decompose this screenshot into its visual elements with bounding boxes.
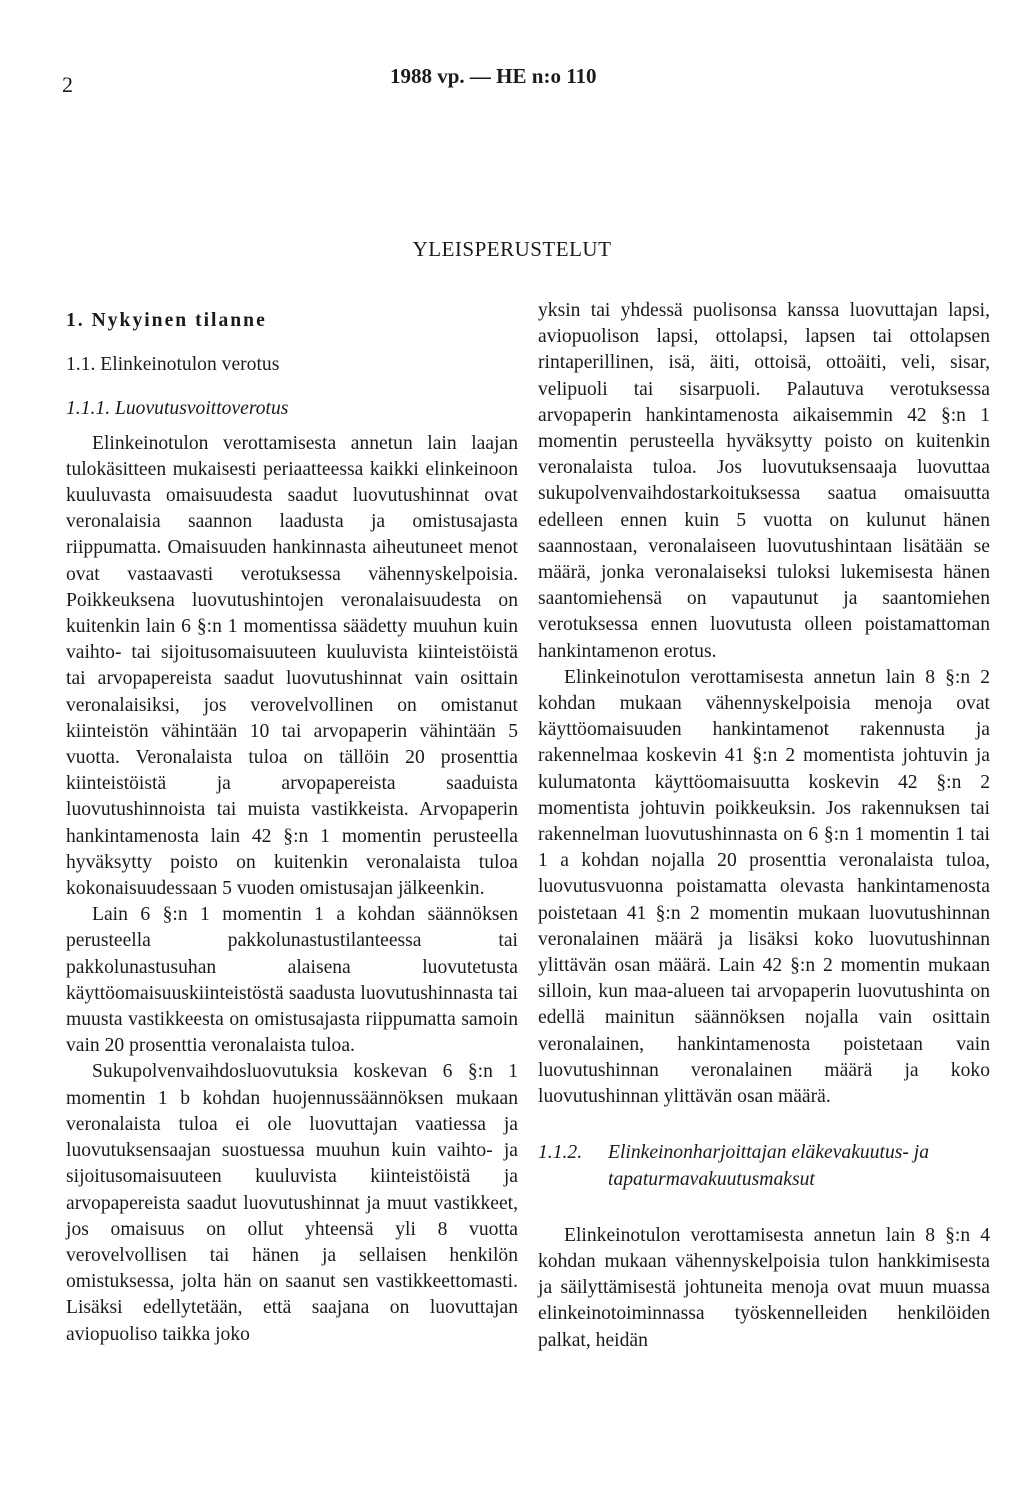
section-title: YLEISPERUSTELUT bbox=[412, 237, 612, 261]
heading-capital-gains-tax: 1.1.1. Luovutusvoittoverotus bbox=[66, 398, 289, 420]
heading-current-situation: 1. Nykyinen tilanne bbox=[66, 310, 267, 331]
paragraph: Elinkeinotulon verottamisesta annetun lain laajan tulokäsitteen mukaisesti periaatteessa kaikki elinkeinoon kuuluvasta omaisuudesta saadut luovutushinnat ovat veronalaisia saannon laadusta ja omistusajasta riippumatta. Omaisuuden hankinnasta aiheutuneet menot ovat vastaavasti verotuksessa vähennyskelpoisia. Poikkeuksena luovutushintojen veronalaisuudesta on kuitenkin lain 6 §:n 1 momentissa säädetty muuhun kuin vaihto- tai sijoitusomaisuuteen kuuluvista kiinteistöistä tai arvopapereista saadut luovutushinnat vain osittain veronalaisiksi, jos verovelvollinen on omistanut kiinteistön vähintään 10 tai arvopaperin vähintään 5 vuotta. Veronalaista tuloa on tällöin 20 prosenttia kiinteistöistä ja arvopapereista saaduista luovutushinnoista tai muista vastikkeista. Arvopaperin hankintamenosta lain 42 §:n 1 momentin perusteella hyväksytty poisto on kuitenkin veronalaista tuloa kokonaisuudessaan 5 vuoden omistusajan jälkeenkin. bbox=[66, 432, 518, 900]
paragraph: Lain 6 §:n 1 momentin 1 a kohdan säännöksen perusteella pakkolunastustilanteessa tai pakkolunastusuhan alaisena luovutetusta käyttöomaisuuskiinteistöstä saadusta luovutushinnasta tai muusta vastikkeesta on omistusajasta riippumatta samoin vain 20 prosenttia veronalaista tuloa. bbox=[66, 904, 518, 1057]
left-column bbox=[66, 298, 518, 1348]
paragraph: Sukupolvenvaihdosluovutuksia koskevan 6 §:n 1 momentin 1 b kohdan huojennussäännöksen mukaan veronalaista tuloa ei ole luovuttajan vaatiessa ja luovutuksensaajan suostuessa muuhun kuin vaihto- ja sijoitusomaisuuteen kuuluvista kiinteistöistä ja arvopapereista saadut luovutushinnat ja muut vastikkeet, jos omaisuus on ollut yhteensä yli 8 vuotta verovelvollisen tai hänen ja sellaisen henkilön omistuksessa, jolta hän on saanut sen vastikkeettomasti. Lisäksi edellytetään, että saajana on luovuttajan aviopuoliso taikka joko bbox=[66, 1061, 518, 1345]
paragraph: yksin tai yhdessä puolisonsa kanssa luovuttajan lapsi, aviopuolison lapsi, ottolapsi, lapsen tai ottolapsen rintaperillinen, isä, äiti, ottoisä, ottoäiti, veli, sisar, velipuoli tai sisarpuoli. Palautuva verotuksessa arvopaperin hankintamenosta aikaisemmin 42 §:n 1 momentin perusteella hyväksytty poisto on kuitenkin veronalaista tuloa. Jos luovutuksensaaja luovuttaa sukupolvenvaihdostarkoituksessa saatua omaisuutta edelleen ennen kuin 5 vuotta on kulunut hänen saannostaan, veronalaiseen luovutushintaan lisätään se määrä, jonka veronalaiseksi tuloksi lukemisesta hänen saantomiehensä on vapautunut ja saantomiehen verotuksessa ennen luovutusta olleen poistamattoman hankintamenon erotus. bbox=[538, 300, 990, 662]
running-head: 1988 vp. — HE n:o 110 bbox=[390, 64, 597, 88]
page-number: 2 bbox=[62, 72, 73, 97]
heading-entrepreneur-insurance bbox=[538, 1140, 990, 1192]
heading-text: Elinkeinonharjoittajan eläkevakuutus- ja tapaturmavakuutusmaksut bbox=[608, 1142, 930, 1190]
heading-number: 1.1.2. bbox=[538, 1142, 583, 1164]
paragraph: Elinkeinotulon verottamisesta annetun lain 8 §:n 4 kohdan mukaan vähennyskelpoisia tulon hankkimisesta ja säilyttämisestä johtuneita menoja ovat muun muassa elinkeinotoiminnassa työskennelleiden henkilöiden palkat, heidän bbox=[538, 1224, 990, 1351]
heading-business-income-taxation: 1.1. Elinkeinotulon verotus bbox=[66, 354, 280, 376]
right-column bbox=[538, 298, 990, 1354]
paragraph: Elinkeinotulon verottamisesta annetun lain 8 §:n 2 kohdan mukaan vähennyskelpoisia menoja ovat käyttöomaisuuden hankintamenot rakennusta ja rakennelmaa koskevin 41 §:n 2 momentista johtuvin ja kulumatonta käyttöomaisuutta koskevin 42 §:n 2 momentista johtuvin poikkeuksin. Jos rakennuksen tai rakennelman luovutushinnasta on 6 §:n 1 momentin 1 tai 1 a kohdan nojalla 20 prosenttia veronalaista tuloa, luovutusvuonna poistamatta olevasta hankintamenosta poistetaan 41 §:n 2 momentin mukaan luovutushinnan veronalainen määrä ja lisäksi koko luovutushinnan ylittävän osan määrä. Lain 42 §:n 2 momentin mukaan silloin, kun maa-alueen tai arvopaperin luovutushinta on edellä mainitun säännöksen nojalla vain osittain veronalainen, hankintamenosta poistetaan vain luovutushinnan veronalainen määrä ja koko luovutushinnan ylittävän osan määrä. bbox=[538, 666, 990, 1108]
